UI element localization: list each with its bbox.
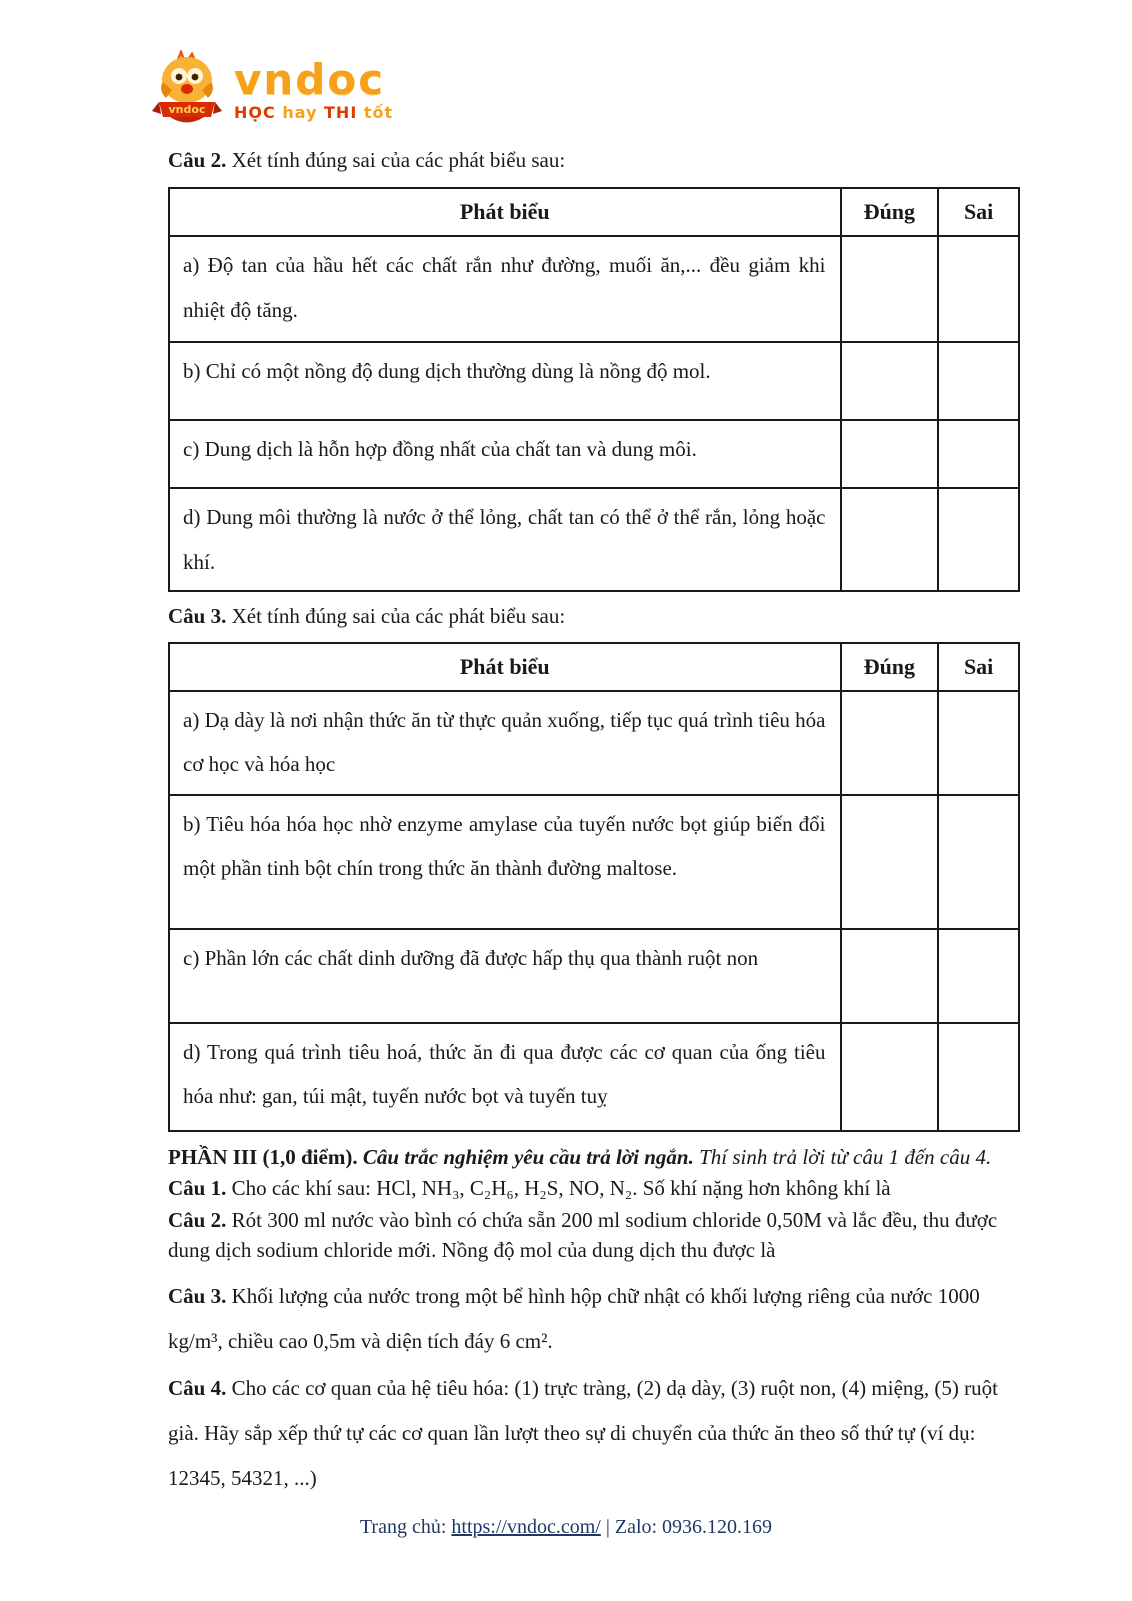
tagline-word: HỌC xyxy=(234,103,276,122)
answer-cell-sai xyxy=(938,1023,1019,1131)
statement-cell: b) Chỉ có một nồng độ dung dịch thường dùng là nồng độ mol. xyxy=(169,342,841,420)
answer-cell-sai xyxy=(938,795,1019,929)
banner-text: vndoc xyxy=(168,103,206,116)
owl-mascot-icon xyxy=(150,50,224,130)
col-header-dung: Đúng xyxy=(841,643,939,691)
answer-cell-dung xyxy=(841,342,939,420)
answer-cell-sai xyxy=(938,420,1019,488)
question-label: Câu 3. xyxy=(168,1283,227,1308)
answer-cell-dung xyxy=(841,1023,939,1131)
question-label: Câu 4. xyxy=(168,1375,227,1400)
question-label: Câu 3. xyxy=(168,604,227,629)
col-header-dung: Đúng xyxy=(841,188,939,236)
table-header-row xyxy=(169,188,1019,236)
document-body xyxy=(168,146,1020,1501)
answer-cell-dung xyxy=(841,488,939,591)
table-row xyxy=(169,420,1019,488)
brand-name: vndoc xyxy=(234,55,386,104)
part3-question-4 xyxy=(168,1366,1020,1501)
tagline-word: THI xyxy=(324,103,358,122)
part3-question-1 xyxy=(168,1174,1020,1204)
table-row xyxy=(169,488,1019,591)
statement-cell: a) Độ tan của hầu hết các chất rắn như đường, muối ăn,... đều giảm khi nhiệt độ tăng. xyxy=(169,236,841,342)
table-row xyxy=(169,691,1019,795)
homepage-link[interactable]: https://vndoc.com/ xyxy=(451,1516,601,1538)
table-row xyxy=(169,1023,1019,1131)
col-header-phat-bieu: Phát biểu xyxy=(169,643,841,691)
table-row xyxy=(169,342,1019,420)
answer-cell-sai xyxy=(938,929,1019,1023)
table-row xyxy=(169,929,1019,1023)
statement-cell: d) Dung môi thường là nước ở thể lỏng, chất tan có thể ở thể rắn, lỏng hoặc khí. xyxy=(169,488,841,591)
part3-question-2 xyxy=(168,1206,1020,1266)
question-text: Rót 300 ml nước vào bình có chứa sẵn 200 ml sodium chloride 0,50M và lắc đều, thu được dung dịch sodium chloride mới. Nồng độ mol của dung dịch thu được là xyxy=(168,1208,998,1262)
table-row xyxy=(169,236,1019,342)
table-row xyxy=(169,795,1019,929)
col-header-sai: Sai xyxy=(938,188,1019,236)
question-text: Cho các cơ quan của hệ tiêu hóa: (1) trực tràng, (2) dạ dày, (3) ruột non, (4) miệng, (5) ruột già. Hãy sắp xếp thứ tự các cơ quan lần lượt theo sự di chuyển của thức ăn theo số thứ tự (ví dụ: 12345, 54321, ...) xyxy=(168,1375,998,1491)
answer-cell-sai xyxy=(938,236,1019,342)
question-text: Cho các khí sau: HCl, NH₃, C₂H₆, H₂S, NO, N₂. Số khí nặng hơn không khí là xyxy=(231,1176,891,1201)
table-header-row xyxy=(169,643,1019,691)
statement-cell: c) Phần lớn các chất dinh dưỡng đã được hấp thụ qua thành ruột non xyxy=(169,929,841,1023)
part3-subtitle: Câu trắc nghiệm yêu cầu trả lời ngắn. xyxy=(362,1144,694,1169)
statement-cell: a) Dạ dày là nơi nhận thức ăn từ thực quản xuống, tiếp tục quá trình tiêu hóa cơ học và hóa học xyxy=(169,691,841,795)
tagline-word: hay xyxy=(282,103,318,122)
question-label: Câu 2. xyxy=(168,148,227,172)
answer-cell-sai xyxy=(938,691,1019,795)
col-header-sai: Sai xyxy=(938,643,1019,691)
question-label: Câu 1. xyxy=(168,1176,227,1201)
answer-cell-dung xyxy=(841,420,939,488)
part3-label: PHẦN III (1,0 điểm). xyxy=(168,1144,358,1169)
col-header-phat-bieu: Phát biểu xyxy=(169,188,841,236)
question-text: Khối lượng của nước trong một bể hình hộp chữ nhật có khối lượng riêng của nước 1000 kg/m³, chiều cao 0,5m và diện tích đáy 6 cm². xyxy=(168,1283,980,1353)
part3-heading xyxy=(168,1142,1020,1172)
statement-cell: c) Dung dịch là hỗn hợp đồng nhất của chất tan và dung môi. xyxy=(169,420,841,488)
tagline-word: tốt xyxy=(363,103,394,122)
cau2-heading xyxy=(168,146,1020,175)
statement-cell: d) Trong quá trình tiêu hoá, thức ăn đi qua được các cơ quan của ống tiêu hóa như: gan, túi mật, tuyến nước bọt và tuyến tuỵ xyxy=(169,1023,841,1131)
answer-cell-dung xyxy=(841,795,939,929)
vndoc-logo xyxy=(150,50,1132,130)
part3-question-3 xyxy=(168,1274,1020,1364)
question-label: Câu 2. xyxy=(168,1208,227,1233)
footer-suffix: | Zalo: 0936.120.169 xyxy=(600,1516,773,1538)
question-prompt: Xét tính đúng sai của các phát biểu sau: xyxy=(231,604,566,629)
brand-tagline xyxy=(234,105,393,121)
answer-cell-sai xyxy=(938,342,1019,420)
page-footer xyxy=(0,1516,1132,1539)
truefalse-table-cau3 xyxy=(168,642,1020,1132)
part3-instruction: Thí sinh trả lời từ câu 1 đến câu 4. xyxy=(699,1144,992,1169)
answer-cell-dung xyxy=(841,691,939,795)
footer-prefix: Trang chủ: xyxy=(359,1516,452,1538)
answer-cell-dung xyxy=(841,236,939,342)
question-prompt: Xét tính đúng sai của các phát biểu sau: xyxy=(231,148,566,172)
answer-cell-sai xyxy=(938,488,1019,591)
statement-cell: b) Tiêu hóa hóa học nhờ enzyme amylase của tuyến nước bọt giúp biến đổi một phần tinh bột chín trong thức ăn thành đường maltose. xyxy=(169,795,841,929)
truefalse-table-cau2 xyxy=(168,187,1020,592)
cau3-heading xyxy=(168,602,1020,631)
answer-cell-dung xyxy=(841,929,939,1023)
